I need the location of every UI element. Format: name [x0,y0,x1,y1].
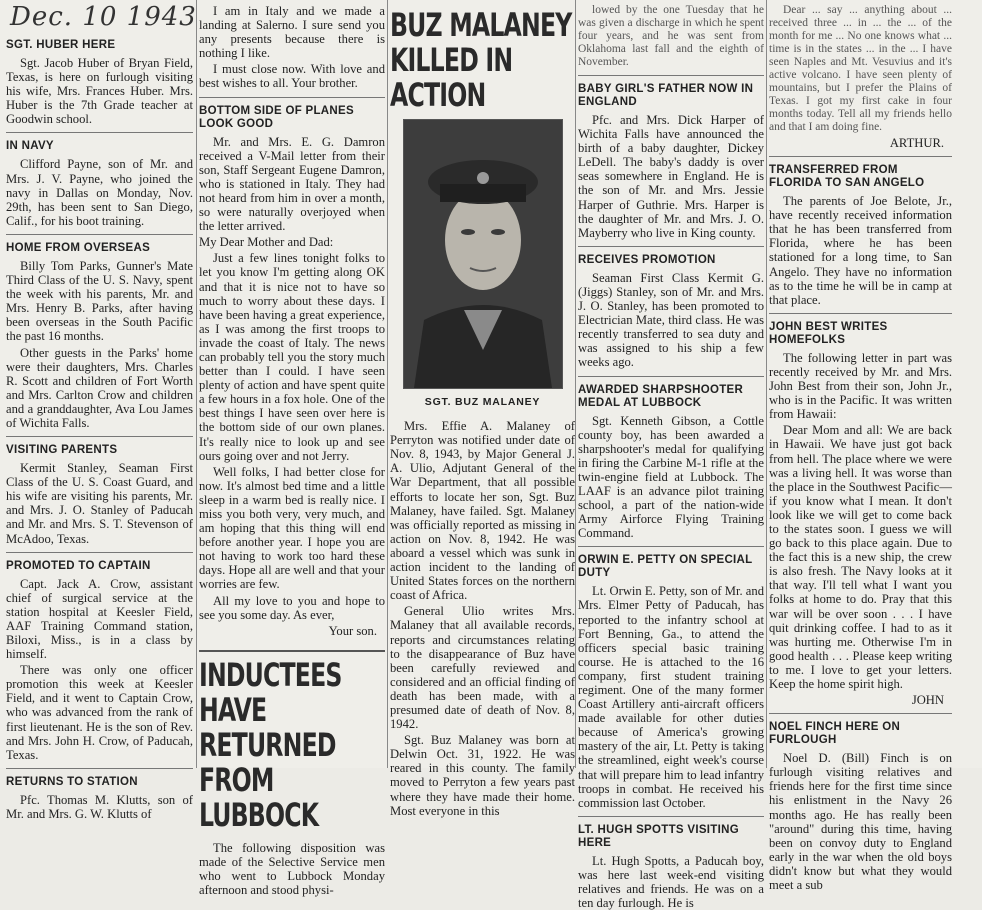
article-heading: JOHN BEST WRITES HOMEFOLKS [769,320,888,346]
column-3 [390,0,575,818]
article-paragraph: Sgt. Jacob Huber of Bryan Field, Texas, is here on furlough visiting his wife, Mrs. Frances Huber. Mrs. Huber is the 7th Grade teacher at Goodwin school. [6,56,193,127]
article-paragraph: Pfc. and Mrs. Dick Harper of Wichita Falls have announced the birth of a baby daughter, Dickey LeDell. The baby's daddy is over seas somewhere in England. He is the son of Mr. and Mrs. Jessie Harper of Guthrie. Mrs. Harper is the daughter of Mr. and Mrs. J. O. Mayberry who live in King county. [578,113,764,240]
column-4 [578,0,764,910]
article-paragraph: I must close now. With love and best wishes to all. Your brother. [199,62,385,91]
article-heading: SGT. HUBER HERE [6,39,116,51]
article-divider [6,132,193,133]
article-divider [6,552,193,553]
column-divider [387,0,388,768]
article-divider [199,97,385,98]
portrait-photo [403,119,563,389]
article-paragraph: Just a few lines tonight folks to let you know I'm getting along OK and that it is nice not to have so much to worry about these days. I have been having a great experience, as I was among the first troops to invade the coast of Italy. The news can probably tell you the story much better than I could. I have seen plenty of action and have spent quite a few hours in a fox hole. One of the best things I have seen over here is the bottom side of our own planes. It's really nice to look up and see ours going over and not Jerry. [199,251,386,463]
article-heading: RETURNS TO STATION [6,775,138,788]
article-paragraph: Sgt. Kenneth Gibson, a Cottle county boy, has been awarded a sharpshooter's medal for qualifying in firing the Carbine M-1 rifle at the twin-engine field at Lubbock. The LAAF is an advance pilot training school, a part of the nation-wide Army Airforce Flying Training Command. [578,413,764,541]
column-5 [769,0,952,893]
article-divider [769,313,952,314]
letter-signature: Your son. [328,623,377,638]
headline-inductees: INDUCTEES HAVE RETURNED FROM LUBBOCK [199,655,342,834]
article-divider [6,436,193,437]
article-paragraph: Other guests in the Parks' home were their daughters, Mrs. Charles R. Scott and children of Fort Worth and Mrs. Carlton Crow and children and a granddaughter, Ava Lou James of Wichita Falls. [6,345,193,430]
article-paragraph: There was only one officer promotion this week at Keesler Field, and it went to Captain Crow, who was advanced from the rank of first lieutenant. He is the son of Rev. and Mrs. John H. Crow, of Paducah, Texas. [6,663,193,762]
column-divider [196,0,197,768]
article-divider [199,650,385,652]
article-divider [578,376,764,377]
article-paragraph: Lt. Hugh Spotts, a Paducah boy, was here last week-end visiting relatives and friends. He was on a ten day furlough. He is [578,853,764,910]
headline-buz-malaney: BUZ MALANEY KILLED IN ACTION [390,6,572,114]
article-divider [769,713,952,714]
column-2 [199,0,386,898]
letter-signature: ARTHUR. [889,136,944,150]
article-heading: BABY GIRL'S FATHER NOW IN ENGLAND [578,83,754,108]
article-heading: RECEIVES PROMOTION [578,253,716,266]
article-paragraph: Kermit Stanley, Seaman First Class of the U. S. Coast Guard, and his wife are visiting his parents, Mr. and Mrs. J. O. Stanley of Paducah and Mr. and Mrs. S. T. Stevenson of McAdoo, Texas. [6,461,193,546]
article-paragraph: The following letter in part was recently received by Mr. and Mrs. John Best from their son, John Jr., who is in the Pacific. It was written from Hawaii: [769,350,952,422]
photo-caption: SGT. BUZ MALANEY [424,396,541,408]
article-heading: VISITING PARENTS [6,444,118,457]
soldier-portrait-icon [404,120,562,388]
letter-signature: JOHN [911,693,944,708]
article-heading: BOTTOM SIDE OF PLANES LOOK GOOD [199,104,354,130]
article-divider [578,816,764,817]
article-divider [578,546,764,547]
article-divider [769,156,952,157]
article-heading: HOME FROM OVERSEAS [6,241,151,254]
article-paragraph: Capt. Jack A. Crow, assistant chief of surgical service at the station hospital at Keesler Field, AAF Training Command station, Biloxi, Miss., is in a class by himself. [6,576,193,662]
article-paragraph: lowed by the one Tuesday that he was given a discharge in which he spent four years, and he was sent from Oklahoma last fall and the eighth of November. [578,4,764,68]
article-paragraph: Mr. and Mrs. E. G. Damron received a V-Mail letter from their son, Staff Sergeant Eugene Damron, who is stationed in Italy. They had not heard from him in over a month, so were naturally overjoyed when the letter arrived. [199,134,385,234]
article-paragraph: Billy Tom Parks, Gunner's Mate Third Class of the U. S. Navy, spent the week with his parents, Mr. and Mrs. Henry B. Parks, after having been overseas in the South Pacific the past 16 months. [6,258,193,344]
article-divider [6,768,193,769]
column-divider [575,0,576,768]
article-paragraph: The following disposition was made of the Selective Service men who went to Lubbock Monday afternoon and stood physi- [199,840,385,898]
article-paragraph: All my love to you and hope to see you some day. As ever, [199,593,385,622]
column-divider [766,0,767,768]
letter-salutation: My Dear Mother and Dad: [199,235,334,250]
article-paragraph: Noel D. (Bill) Finch is on furlough visiting relatives and friends here for the first time since his enlistment in the Navy 26 months ago. He has really been "around" during this time, having been on convoy duty to England early in the war when the old boys didn't know but what they would meet a sub [769,751,952,893]
article-paragraph: Lt. Orwin E. Petty, son of Mr. and Mrs. Elmer Petty of Paducah, has reported to the infantry school at Fort Benning, Ga., to attend the officers special basic training course. He is attached to the 16 company, first student training regiment. One of the many former Coast Artillery anti-aircraft officers made available for other duties because of America's growing mastery of the air, Lt. Petty is taking the streamlined, eight week's course that will prepare him to lead infantry troops in combat. He received his commission last October. [578,584,764,810]
article-divider [578,75,764,76]
article-paragraph: The parents of Joe Belote, Jr., have recently received information that he has been transferred from Florida, where he has been stationed for a long time, to San Angelo. They have no information as to the time he will be in camp at that place. [769,194,952,307]
article-paragraph: Clifford Payne, son of Mr. and Mrs. J. V. Payne, who joined the navy in Dallas on Monday, Nov. 29th, has been sent to San Diego, Calif., for his boot training. [6,157,193,228]
article-heading: LT. HUGH SPOTTS VISITING HERE [578,823,739,849]
article-paragraph: Dear ... say ... anything about ... received three ... in ... the ... of the month for me ... No one knows what ... time is in the states ... in the ... I have seen Naples and Mt. Vesuvius and it's active volcano. I have seen plenty of mountains, but I prefer the Plains of Texas. I got my first cake in four months today. Tell all my friends hello and that I am doing fine. [769,4,952,133]
article-heading: IN NAVY [6,140,54,153]
article-paragraph: Mrs. Effie A. Malaney of Perryton was notified under date of Nov. 8, 1943, by Major General J. A. Ulio, Adjutant General of the War Department, that all possible efforts to locate her son, Sgt. Buz Malaney, have failed. Sgt. Malaney was officially reported as missing in action on Nov. 8, 1942. He was aboard a vessel which was sunk in action incident to the landing of United States forces on the northern coast of Africa. [390,419,575,603]
article-divider [578,246,764,247]
article-paragraph: Sgt. Buz Malaney was born at Delwin Oct. 31, 1922. He was reared in this county. The family moved to Perryton a few years past where they have made their home. Most everyone in this [390,733,575,818]
column-1 [6,0,193,821]
article-heading: ORWIN E. PETTY ON SPECIAL DUTY [578,554,753,580]
article-paragraph: Pfc. Thomas M. Klutts, son of Mr. and Mrs. G. W. Klutts of [6,792,193,821]
handwritten-date: Dec. 10 1943 [10,2,197,32]
article-paragraph: Well folks, I had better close for now. It's almost bed time and a little sleep in a warm bed is really nice. I miss you both very, very much, and am hoping that this thing will end before another year. I hope you are not having to work too hard these days. Hope all are well and that your worries are few. [199,464,385,592]
article-paragraph: I am in Italy and we made a landing at Salerno. I sure send you any presents because there is nothing I like. [199,4,385,61]
article-heading: NOEL FINCH HERE ON FURLOUGH [769,721,901,747]
article-divider [6,234,193,235]
article-paragraph: Seaman First Class Kermit G. (Jiggs) Stanley, son of Mr. and Mrs. J. O. Stanley, has been promoted to Electrician Mate, third class. He was recently transferred to sea duty and was assigned to his ship a few weeks ago. [578,270,764,370]
article-paragraph: General Ulio writes Mrs. Malaney that all available records, reports and circumstances relating to the disappearance of Buz have been carefully reviewed and considered and an official finding of death has been made, with a presumed date of death of Nov. 8, 1942. [390,604,575,732]
article-heading: TRANSFERRED FROM FLORIDA TO SAN ANGELO [769,164,925,190]
article-heading: AWARDED SHARPSHOOTER MEDAL AT LUBBOCK [578,383,744,409]
article-heading: PROMOTED TO CAPTAIN [6,559,151,572]
article-paragraph: Dear Mom and all: We are back in Hawaii. We have just got back from hell. The place where we were was a living hell. It was worse than the place in the Southwest Pacific—if you know what I mean. It don't look like we will get to come back to the states soon. I guess we will go back to this place again. Due to the fact this is a new ship, the crew is also fresh. The Navy looks at it that way. I'll tell what I want you folks at home to do. Pray that this war will be over soon . . . I have quit drinking coffee. I had to as it was hurting me. Otherwise I'm in good health . . . Please keep writing to me. I love to get your letters. Keep the home spirit high. [769,423,952,691]
